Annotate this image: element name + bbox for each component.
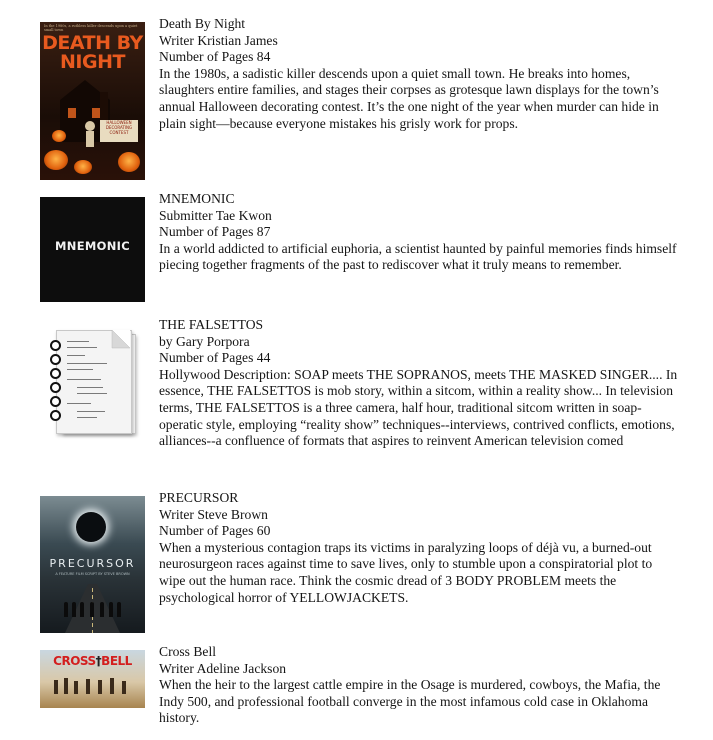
script-credit: Submitter Tae Kwon [159,207,272,223]
script-description: In a world addicted to artificial euphoria, a scientist haunted by painful memories finds himself piecing together fragments of the past to rediscover what it truly means to remember. [159,240,677,273]
pumpkin-icon [118,152,140,172]
person-silhouette-icon [80,602,84,617]
binding-ring-icon [50,410,61,421]
person-silhouette-icon [100,602,104,617]
script-title[interactable]: THE FALSETTOS [159,317,264,332]
script-title[interactable]: Death By Night [159,16,246,31]
poster-title: MNEMONIC [55,239,130,253]
page-count: Number of Pages 60 [159,523,271,539]
cross-bell-poster[interactable] [40,650,145,708]
binding-ring-icon [50,354,61,365]
binding-ring-icon [50,340,61,351]
person-silhouette-icon [72,602,76,617]
person-silhouette-icon [64,602,68,617]
script-description: When the heir to the largest cattle empire in the Osage is murdered, cowboys, the Mafia, the Indy 500, and professional football converge in the most infamous cold case in Oklahoma history. [159,677,661,726]
page-count: Number of Pages 84 [159,49,271,65]
person-silhouette-icon [90,602,94,617]
script-credit: by Gary Porpora [159,333,250,349]
script-credit: Writer Steve Brown [159,506,268,522]
poster-tagline: In the 1980s, a ruthless killer descends upon a quiet small town [44,24,138,32]
poster-subtitle: A FEATURE FILM SCRIPT BY STEVE BROWN [55,572,130,576]
binding-ring-icon [50,368,61,379]
mnemonic-poster[interactable] [40,197,145,302]
person-silhouette-icon [109,602,113,617]
page-count: Number of Pages 87 [159,224,271,240]
script-description: When a mysterious contagion traps its victims in paralyzing loops of déjà vu, a burned-out neurosurgeon races against time to save lives, only to stumble upon a conspiratorial plot to wipe out the human race. Think the cosmic dread of 3 BODY PROBLEM meets the psychological horror of YELLOWJACKETS. [159,539,653,605]
script-description: Hollywood Description: SOAP meets THE SOPRANOS, meets THE MASKED SINGER.... In essence, THE FALSETTOS is mob story, within a sitcom, within a reality show... In television terms, THE FALSETTOS is a three camera, half hour, traditional sitcom written in soap-operatic style, employing “reality show” techniques--interviews, contrived conflicts, emotions, alliances--a confluence of formats that aspires to reinvent American television comed [159,366,678,449]
script-credit: Writer Kristian James [159,32,278,48]
script-title[interactable]: MNEMONIC [159,191,235,206]
page-count: Number of Pages 44 [159,350,271,366]
binding-ring-icon [50,396,61,407]
pumpkin-icon [44,150,68,170]
cowboys-silhouette-icon [40,650,145,708]
script-title[interactable]: PRECURSOR [159,490,239,505]
script-document-icon[interactable] [40,326,145,446]
death-by-night-poster[interactable] [40,22,145,180]
contest-sign: HALLOWEEN DECORATING CONTEST [100,120,138,142]
pumpkin-icon [52,130,66,142]
script-title[interactable]: Cross Bell [159,644,217,659]
person-silhouette-icon [117,602,121,617]
script-credit: Writer Adeline Jackson [159,660,287,676]
pumpkin-icon [74,160,92,174]
poster-title: DEATH BY NIGHT [42,32,143,73]
precursor-poster[interactable] [40,496,145,633]
poster-title: PRECURSOR [49,557,136,570]
script-description: In the 1980s, a sadistic killer descends upon a quiet small town. He breaks into homes, slaughters entire families, and stages their corpses as grotesque lawn displays for the town’s annual Halloween decorating contest. It’s the one night of the year when murder can hide in plain sight—because everyone mistakes his grisly work for props. [159,65,659,131]
binding-ring-icon [50,382,61,393]
poster-title: CROSS†BELL [53,654,132,668]
